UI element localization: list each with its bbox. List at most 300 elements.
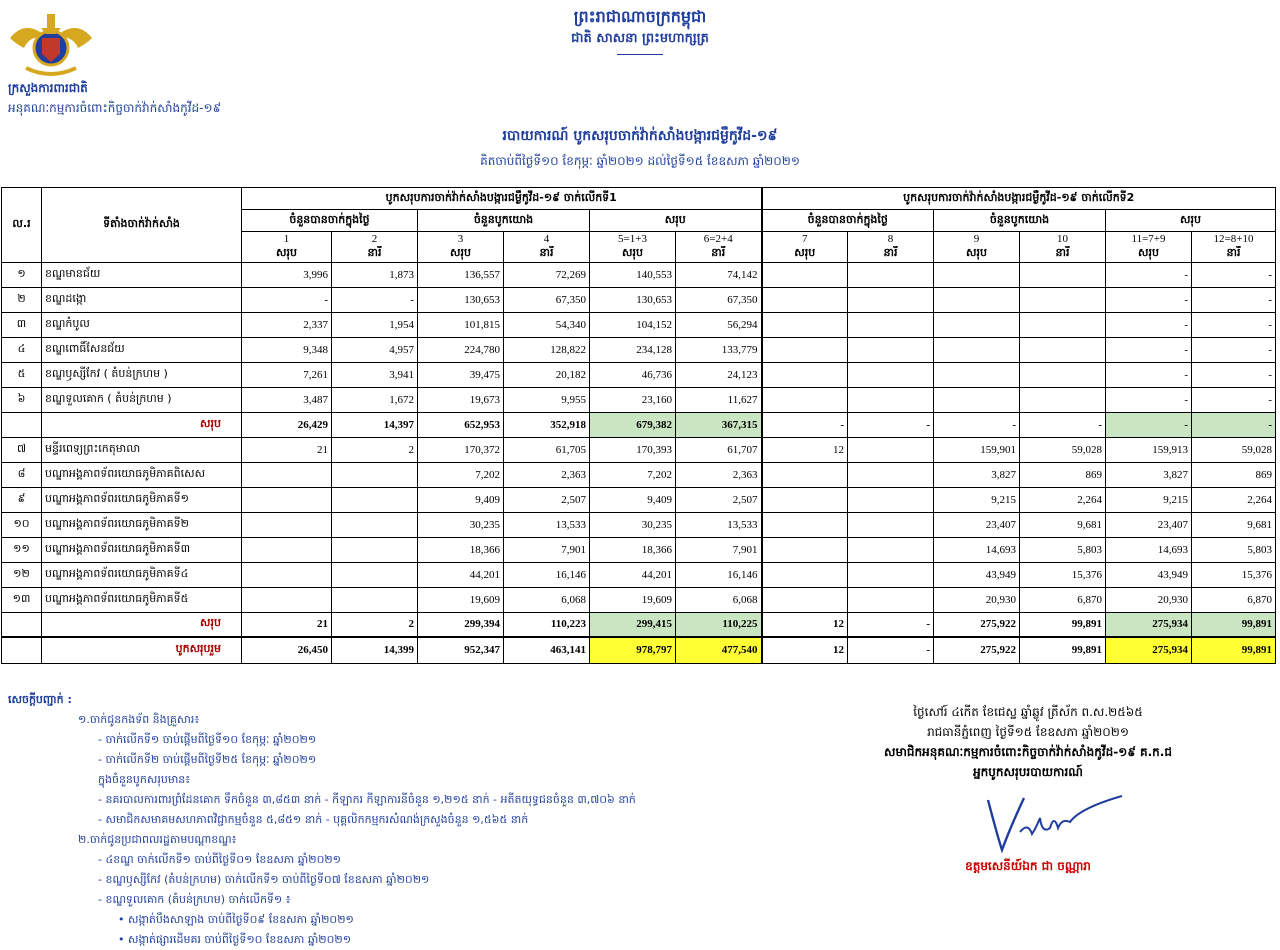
table-row (2, 487, 1276, 512)
value-cell: 26,429 (242, 412, 332, 437)
value-cell (848, 512, 934, 537)
value-cell: 9,215 (934, 487, 1020, 512)
value-cell: 133,779 (676, 337, 762, 362)
value-cell (848, 362, 934, 387)
signature-block (848, 702, 1208, 782)
row-number: ៧ (2, 437, 42, 462)
header-daily-2: ចំនួនបានចាក់ក្នុងថ្ងៃ (762, 210, 934, 232)
date-solar: រាជធានីភ្នំពេញ ថ្ងៃទី១៥ ខែឧសភា ឆ្នាំ២០២១ (927, 725, 1129, 739)
value-cell (762, 262, 848, 287)
value-cell (1020, 287, 1106, 312)
value-cell: 1,873 (332, 262, 418, 287)
table-row (2, 262, 1276, 287)
value-cell: - (848, 637, 934, 663)
value-cell: - (934, 412, 1020, 437)
note-line: - ៤ខណ្ឌ ចាក់លើកទី១ ចាប់ពីថ្ងៃទី០១ ខែឧសភា ឆ្នាំ២០២១ (98, 853, 342, 866)
row-place: ខណ្ឌទួលគោក ( តំបន់ក្រហម ) (42, 387, 242, 412)
row-number: ៩ (2, 487, 42, 512)
empty-cell (2, 612, 42, 637)
ministry-name: ក្រសួងការពារជាតិ (8, 81, 88, 95)
value-cell: 275,922 (934, 637, 1020, 663)
empty-cell (2, 412, 42, 437)
row-number: ២ (2, 287, 42, 312)
value-cell: - (1106, 312, 1192, 337)
value-cell: 9,409 (418, 487, 504, 512)
value-cell: - (1192, 337, 1276, 362)
grand-total-label: បូកសរុបរួម (42, 637, 242, 663)
signer-role-2: អ្នកបូកសរុបរបាយការណ៍ (973, 765, 1083, 779)
row-place: បណ្ឌាអង្គភាពទ័ពរយោធភូមិភាគទី២ (42, 512, 242, 537)
value-cell: 26,450 (242, 637, 332, 663)
value-cell: 679,382 (590, 412, 676, 437)
row-place: បណ្ឌាអង្គភាពទ័ពរយោធភូមិភាគទី១ (42, 487, 242, 512)
column-number: 8 (848, 232, 934, 246)
value-cell: 170,393 (590, 437, 676, 462)
value-cell: 299,415 (590, 612, 676, 637)
value-cell: - (848, 412, 934, 437)
table-row (2, 287, 1276, 312)
column-label: សរុប (934, 246, 1020, 263)
value-cell: - (1106, 387, 1192, 412)
value-cell: 13,533 (504, 512, 590, 537)
note-line: ១.ចាក់ជូនកងទ័ព និងគ្រួសារ៖ (78, 713, 200, 726)
subtotal-label: សរុប (42, 412, 242, 437)
column-number: 12=8+10 (1192, 232, 1276, 246)
value-cell: 9,681 (1192, 512, 1276, 537)
value-cell: 19,609 (418, 587, 504, 612)
column-number: 4 (504, 232, 590, 246)
note-line: - ចាក់លើកទី១ ចាប់ផ្តើមពីថ្ងៃទី១០ ខែកុម្ភៈ ឆ្នាំ២០២១ (98, 733, 317, 746)
note-line: • សង្កាត់បឹងសាឡាង ចាប់ពីថ្ងៃទី០៩ ខែឧសភា ឆ្នាំ២០២១ (118, 913, 354, 926)
handwritten-signature-icon (980, 788, 1130, 858)
row-number: ៨ (2, 462, 42, 487)
column-label: សរុប (1106, 246, 1192, 263)
column-number: 11=7+9 (1106, 232, 1192, 246)
value-cell (848, 287, 934, 312)
value-cell: 136,557 (418, 262, 504, 287)
value-cell: 11,627 (676, 387, 762, 412)
value-cell: 67,350 (504, 287, 590, 312)
value-cell: 43,949 (1106, 562, 1192, 587)
value-cell (848, 462, 934, 487)
notes-section (8, 690, 636, 950)
value-cell: 2,507 (676, 487, 762, 512)
column-number: 6=2+4 (676, 232, 762, 246)
row-place: ខណ្ឌឫស្សីកែវ ( តំបន់ក្រហម ) (42, 362, 242, 387)
value-cell: 128,822 (504, 337, 590, 362)
row-place: បណ្ឌាអង្គភាពទ័ពរយោធភូមិភាគពិសេស (42, 462, 242, 487)
value-cell: 7,901 (676, 537, 762, 562)
value-cell: 61,705 (504, 437, 590, 462)
row-place: ខណ្ឌមានជ័យ (42, 262, 242, 287)
value-cell: 952,347 (418, 637, 504, 663)
row-number: ១២ (2, 562, 42, 587)
header-cumulative-2: ចំនួនបូកយោង (934, 210, 1106, 232)
note-line: - ចាក់លើកទី២ ចាប់ផ្តើមពីថ្ងៃទី២៥ ខែកុម្ភៈ ឆ្នាំ២០២១ (98, 753, 317, 766)
value-cell: 3,827 (934, 462, 1020, 487)
value-cell: 299,394 (418, 612, 504, 637)
value-cell: - (1106, 262, 1192, 287)
value-cell (848, 312, 934, 337)
value-cell: - (1106, 412, 1192, 437)
column-number: 2 (332, 232, 418, 246)
value-cell: 30,235 (418, 512, 504, 537)
value-cell: 5,803 (1020, 537, 1106, 562)
value-cell (1020, 337, 1106, 362)
value-cell: 652,953 (418, 412, 504, 437)
value-cell: 20,930 (934, 587, 1020, 612)
value-cell: 99,891 (1192, 612, 1276, 637)
table-row (2, 562, 1276, 587)
value-cell: - (1192, 262, 1276, 287)
value-cell: 159,913 (1106, 437, 1192, 462)
value-cell: 59,028 (1192, 437, 1276, 462)
column-label: នារី (332, 246, 418, 263)
value-cell: 20,182 (504, 362, 590, 387)
value-cell: - (1192, 387, 1276, 412)
value-cell (242, 537, 332, 562)
value-cell: 2,264 (1192, 487, 1276, 512)
value-cell: 4,957 (332, 337, 418, 362)
motto-divider (617, 54, 663, 55)
value-cell: 9,681 (1020, 512, 1106, 537)
value-cell: - (848, 612, 934, 637)
value-cell: 7,202 (590, 462, 676, 487)
value-cell: 110,223 (504, 612, 590, 637)
value-cell (848, 487, 934, 512)
value-cell: 6,068 (504, 587, 590, 612)
value-cell: 9,215 (1106, 487, 1192, 512)
column-number: 9 (934, 232, 1020, 246)
row-number: ១៣ (2, 587, 42, 612)
column-label: នារី (1020, 246, 1106, 263)
value-cell: 352,918 (504, 412, 590, 437)
value-cell: 19,673 (418, 387, 504, 412)
value-cell: 56,294 (676, 312, 762, 337)
note-line: • សង្កាត់ផ្សារដើមគរ ចាប់ពីថ្ងៃទី១០ ខែឧសភា ឆ្នាំ២០២១ (118, 933, 352, 946)
value-cell: 234,128 (590, 337, 676, 362)
value-cell: 44,201 (418, 562, 504, 587)
value-cell: - (1192, 287, 1276, 312)
value-cell: 978,797 (590, 637, 676, 663)
value-cell: 9,409 (590, 487, 676, 512)
column-number: 7 (762, 232, 848, 246)
value-cell (332, 512, 418, 537)
empty-cell (2, 637, 42, 663)
table-row (2, 437, 1276, 462)
value-cell (762, 462, 848, 487)
value-cell: 2 (332, 437, 418, 462)
value-cell (242, 462, 332, 487)
value-cell (848, 337, 934, 362)
value-cell: 869 (1192, 462, 1276, 487)
grand-total-row (2, 637, 1276, 663)
value-cell (934, 387, 1020, 412)
note-line: - នគរបាលការពារព្រំដែនគោក ទឹកចំនួន ៣,៨៥៣ នាក់ - កីឡាករ កីឡាការនីចំនួន ១,២១៥ នាក់ - អតីតយុទ្ធជនចំនួន ៣,៧០៦ នាក់ (98, 793, 636, 806)
row-place: បណ្ឌាអង្គភាពទ័ពរយោធភូមិភាគទី៥ (42, 587, 242, 612)
value-cell: 130,653 (590, 287, 676, 312)
value-cell: - (1192, 312, 1276, 337)
kingdom-title: ព្រះរាជាណាចក្រកម្ពុជា (573, 7, 707, 26)
value-cell (242, 562, 332, 587)
table-row (2, 462, 1276, 487)
signer-role: សមាជិកអនុគណៈកម្មការចំពោះកិច្ចចាក់វ៉ាក់សាំងកូវីដ-១៩ គ.ក.ជ (884, 745, 1172, 759)
column-number: 10 (1020, 232, 1106, 246)
value-cell (934, 287, 1020, 312)
value-cell (934, 312, 1020, 337)
table-row (2, 587, 1276, 612)
value-cell: 13,533 (676, 512, 762, 537)
value-cell: 140,553 (590, 262, 676, 287)
value-cell: - (1020, 412, 1106, 437)
vaccination-table (1, 187, 1276, 664)
value-cell (1020, 362, 1106, 387)
value-cell: 7,261 (242, 362, 332, 387)
value-cell: 869 (1020, 462, 1106, 487)
value-cell (762, 337, 848, 362)
value-cell (848, 537, 934, 562)
value-cell: 477,540 (676, 637, 762, 663)
value-cell (1020, 262, 1106, 287)
value-cell: 14,397 (332, 412, 418, 437)
value-cell: - (1106, 337, 1192, 362)
subtotal-label: សរុប (42, 612, 242, 637)
value-cell (1020, 312, 1106, 337)
value-cell: 275,934 (1106, 612, 1192, 637)
table-row (2, 387, 1276, 412)
column-number: 1 (242, 232, 332, 246)
column-number: 5=1+3 (590, 232, 676, 246)
value-cell: 23,407 (1106, 512, 1192, 537)
value-cell: 16,146 (504, 562, 590, 587)
table-row (2, 362, 1276, 387)
table-row (2, 537, 1276, 562)
value-cell: - (1106, 362, 1192, 387)
row-place: បណ្ឌាអង្គភាពទ័ពរយោធភូមិភាគទី៣ (42, 537, 242, 562)
value-cell (848, 262, 934, 287)
value-cell: 110,225 (676, 612, 762, 637)
value-cell: 9,348 (242, 337, 332, 362)
value-cell: 2 (332, 612, 418, 637)
value-cell (762, 312, 848, 337)
header-place: ទីតាំងចាក់វ៉ាក់សាំង (42, 188, 242, 263)
value-cell: 72,269 (504, 262, 590, 287)
column-label: នារី (848, 246, 934, 263)
value-cell: 21 (242, 612, 332, 637)
row-place: មន្ទីរពេទ្យព្រះកេតុមាលា (42, 437, 242, 462)
value-cell: 14,399 (332, 637, 418, 663)
column-label: សរុប (762, 246, 848, 263)
column-label: នារី (504, 246, 590, 263)
value-cell (1020, 387, 1106, 412)
value-cell: 18,366 (590, 537, 676, 562)
value-cell: 1,954 (332, 312, 418, 337)
value-cell: 61,707 (676, 437, 762, 462)
table-row (2, 312, 1276, 337)
column-label: នារី (676, 246, 762, 263)
value-cell: 18,366 (418, 537, 504, 562)
report-period: គិតចាប់ពីថ្ងៃទី១០ ខែកុម្ភៈ ឆ្នាំ២០២១ ដល់ថ្ងៃទី១៥ ខែឧសភា ឆ្នាំ២០២១ (480, 154, 800, 168)
value-cell: 67,350 (676, 287, 762, 312)
value-cell: 43,949 (934, 562, 1020, 587)
value-cell: 2,363 (504, 462, 590, 487)
row-place: ខណ្ឌដង្កោ (42, 287, 242, 312)
value-cell (242, 587, 332, 612)
value-cell: 23,407 (934, 512, 1020, 537)
value-cell: 14,693 (934, 537, 1020, 562)
value-cell (762, 287, 848, 312)
row-place: បណ្ឌាអង្គភាពទ័ពរយោធភូមិភាគទី៤ (42, 562, 242, 587)
subtotal-row (2, 612, 1276, 637)
value-cell (934, 362, 1020, 387)
row-number: ១០ (2, 512, 42, 537)
value-cell: 99,891 (1020, 637, 1106, 663)
column-number: 3 (418, 232, 504, 246)
value-cell: 367,315 (676, 412, 762, 437)
value-cell: 15,376 (1020, 562, 1106, 587)
header-dose2: បូកសរុបការចាក់វ៉ាក់សាំងបង្ការជម្ងឺកូវីដ-១៩ ចាក់លើកទី2 (762, 188, 1276, 210)
header-total-1: សរុប (590, 210, 762, 232)
value-cell (934, 262, 1020, 287)
table-row (2, 337, 1276, 362)
column-label: សរុប (242, 246, 332, 263)
value-cell: 3,996 (242, 262, 332, 287)
header-dose1: បូកសរុបការចាក់វ៉ាក់សាំងបង្ការជម្ងឺកូវីដ-១៩ ចាក់លើកទី1 (242, 188, 762, 210)
value-cell: 16,146 (676, 562, 762, 587)
value-cell (332, 462, 418, 487)
value-cell: 159,901 (934, 437, 1020, 462)
value-cell: 104,152 (590, 312, 676, 337)
value-cell: 130,653 (418, 287, 504, 312)
row-number: ១ (2, 262, 42, 287)
value-cell: 101,815 (418, 312, 504, 337)
row-number: ៥ (2, 362, 42, 387)
value-cell: 170,372 (418, 437, 504, 462)
value-cell: 20,930 (1106, 587, 1192, 612)
value-cell: 2,363 (676, 462, 762, 487)
national-motto: ជាតិ សាសនា ព្រះមហាក្សត្រ (571, 31, 709, 46)
value-cell (848, 437, 934, 462)
column-label: នារី (1192, 246, 1276, 263)
value-cell: 99,891 (1192, 637, 1276, 663)
value-cell: 59,028 (1020, 437, 1106, 462)
row-number: ៦ (2, 387, 42, 412)
note-line: - សមាជិកសមាគមសហភាពវិជ្ជាកម្មចំនួន ៥,៨៥១ នាក់ - បុគ្គលិកកម្មករសំណង់ក្រសួងចំនួន ១,៥៦៥ នាក់ (98, 813, 529, 826)
value-cell (332, 487, 418, 512)
value-cell: 6,068 (676, 587, 762, 612)
note-line: - ខណ្ឌឫស្សីកែវ (តំបន់ក្រហម) ចាក់លើកទី១ ចាប់ពីថ្ងៃទី០៧ ខែឧសភា ឆ្នាំ២០២១ (98, 873, 430, 886)
value-cell: 275,934 (1106, 637, 1192, 663)
row-place: ខណ្ឌកំបូល (42, 312, 242, 337)
value-cell (762, 362, 848, 387)
notes-heading: សេចក្តីបញ្ជាក់ : (8, 693, 72, 706)
row-number: ៣ (2, 312, 42, 337)
value-cell (762, 562, 848, 587)
value-cell: 9,955 (504, 387, 590, 412)
value-cell: 12 (762, 437, 848, 462)
value-cell: 1,672 (332, 387, 418, 412)
value-cell: 3,827 (1106, 462, 1192, 487)
value-cell: 7,202 (418, 462, 504, 487)
value-cell: - (242, 287, 332, 312)
signer-name: ឧត្តមសេនីយ៍ឯក ជា ចណ្ណារា (965, 859, 1091, 873)
column-label: សរុប (418, 246, 504, 263)
value-cell: 19,609 (590, 587, 676, 612)
value-cell (332, 587, 418, 612)
value-cell: 12 (762, 637, 848, 663)
row-number: ១១ (2, 537, 42, 562)
value-cell: 5,803 (1192, 537, 1276, 562)
value-cell: 99,891 (1020, 612, 1106, 637)
value-cell: 7,901 (504, 537, 590, 562)
row-place: ខណ្ឌពោធិ៍សែនជ័យ (42, 337, 242, 362)
value-cell: 15,376 (1192, 562, 1276, 587)
value-cell: 6,870 (1192, 587, 1276, 612)
header-no: ល.រ (2, 188, 42, 263)
value-cell: 23,160 (590, 387, 676, 412)
value-cell: - (1106, 287, 1192, 312)
value-cell (762, 587, 848, 612)
value-cell (762, 537, 848, 562)
note-line: ក្នុងចំនួនបូកសរុបមាន៖ (98, 773, 191, 786)
value-cell: 39,475 (418, 362, 504, 387)
value-cell (242, 512, 332, 537)
value-cell (332, 537, 418, 562)
value-cell: 30,235 (590, 512, 676, 537)
value-cell: 44,201 (590, 562, 676, 587)
value-cell: - (332, 287, 418, 312)
report-title: របាយការណ៍ បូកសរុបចាក់វ៉ាក់សាំងបង្ការជម្ងឺកូវីដ-១៩ (502, 128, 778, 144)
note-line: ២.ចាក់ជូនប្រជាពលរដ្ឋតាមបណ្តាខណ្ឌ៖ (78, 833, 237, 846)
value-cell: 21 (242, 437, 332, 462)
value-cell (762, 512, 848, 537)
value-cell (242, 487, 332, 512)
value-cell: 2,507 (504, 487, 590, 512)
value-cell: - (1192, 362, 1276, 387)
value-cell: 24,123 (676, 362, 762, 387)
value-cell: 14,693 (1106, 537, 1192, 562)
value-cell (848, 387, 934, 412)
header-total-2: សរុប (1106, 210, 1276, 232)
value-cell (934, 337, 1020, 362)
subtotal-row (2, 412, 1276, 437)
value-cell: 12 (762, 612, 848, 637)
value-cell: 6,870 (1020, 587, 1106, 612)
value-cell: 2,264 (1020, 487, 1106, 512)
value-cell: 224,780 (418, 337, 504, 362)
value-cell: - (1192, 412, 1276, 437)
note-line: - ខណ្ឌទួលគោក (តំបន់ក្រហម) ចាក់លើកទី១ ៖ (98, 893, 291, 906)
row-number: ៤ (2, 337, 42, 362)
column-label: សរុប (590, 246, 676, 263)
value-cell (762, 487, 848, 512)
committee-name: អនុគណៈកម្មការចំពោះកិច្ចចាក់វ៉ាក់សាំងកូវីដ-១៩ (8, 101, 222, 115)
header-daily-1: ចំនួនបានចាក់ក្នុងថ្ងៃ (242, 210, 418, 232)
value-cell (332, 562, 418, 587)
value-cell (848, 587, 934, 612)
header-cumulative-1: ចំនួនបូកយោង (418, 210, 590, 232)
value-cell: 46,736 (590, 362, 676, 387)
date-lunar: ថ្ងៃសៅរ៍ ៤កើត ខែជេស្ឋ ឆ្នាំឆ្លូវ ត្រីស័ក ព.ស.២៥៦៥ (913, 705, 1143, 719)
value-cell: - (762, 412, 848, 437)
value-cell: 3,941 (332, 362, 418, 387)
value-cell: 74,142 (676, 262, 762, 287)
value-cell (848, 562, 934, 587)
value-cell: 463,141 (504, 637, 590, 663)
value-cell: 275,922 (934, 612, 1020, 637)
value-cell: 54,340 (504, 312, 590, 337)
table-row (2, 512, 1276, 537)
